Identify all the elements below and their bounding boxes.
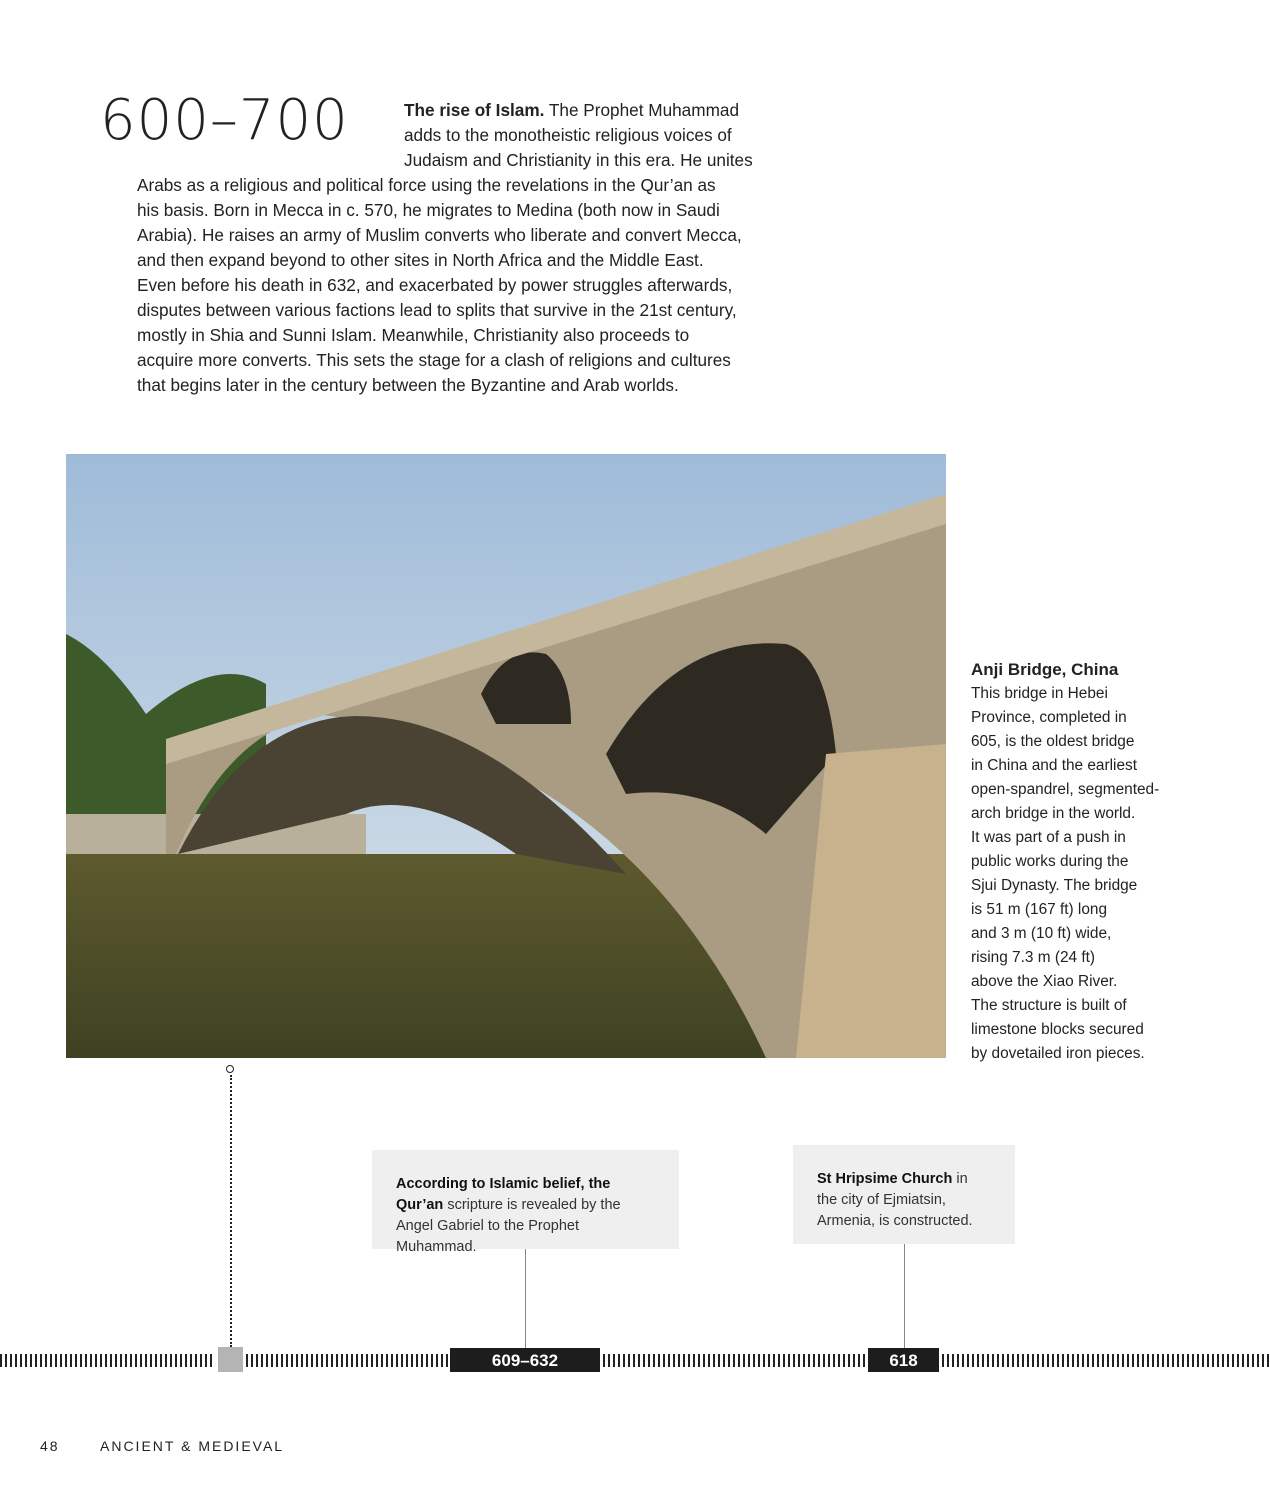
intro-line: his basis. Born in Mecca in c. 570, he migrates to Medina (both now in Saudi [137, 200, 720, 220]
caption-line: It was part of a push in [971, 829, 1126, 846]
intro-line: mostly in Shia and Sunni Islam. Meanwhile, Christianity also proceeds to [137, 325, 690, 345]
caption-line: and 3 m (10 ft) wide, [971, 925, 1112, 942]
caption-line: in China and the earliest [971, 757, 1137, 774]
caption-line: The structure is built of [971, 997, 1127, 1014]
timeline-marker [218, 1347, 243, 1372]
intro-text: The Prophet Muhammad [544, 100, 739, 120]
anji-bridge-photo [66, 454, 946, 1058]
event-box-quran [372, 1150, 679, 1255]
event-title: St Hripsime Church [817, 1171, 953, 1187]
event-connector [904, 1244, 905, 1348]
intro-line: adds to the monotheistic religious voices of [404, 125, 732, 145]
section-name: ANCIENT & MEDIEVAL [100, 1438, 285, 1454]
intro-line: and then expand beyond to other sites in North Africa and the Middle East. [137, 250, 704, 270]
event-connector [525, 1249, 526, 1348]
intro-line: Arabia). He raises an army of Muslim converts who liberate and convert Mecca, [137, 225, 742, 245]
timeline-ticks [603, 1354, 866, 1367]
intro-line: that begins later in the century between the Byzantine and Arab worlds. [137, 375, 679, 395]
photo-caption [971, 658, 1159, 1066]
page-number: 48 [40, 1438, 60, 1454]
intro-line: disputes between various factions lead to splits that survive in the 21st century, [137, 300, 737, 320]
intro-line: acquire more converts. This sets the stage for a clash of religions and cultures [137, 350, 731, 370]
timeline-ticks [942, 1354, 1270, 1367]
event-text: in the city of Ejmiatsin, Armenia, is constructed. [817, 1171, 973, 1229]
intro-line: Judaism and Christianity in this era. He unites [404, 150, 753, 170]
caption-line: 605, is the oldest bridge [971, 733, 1135, 750]
connector-circle [226, 1065, 234, 1073]
caption-line: rising 7.3 m (24 ft) [971, 949, 1096, 966]
event-text: scripture is revealed by the Angel Gabriel to the Prophet Muhammad. [396, 1197, 621, 1255]
caption-line: Province, completed in [971, 709, 1127, 726]
caption-line: public works during the [971, 853, 1129, 870]
intro-line [404, 98, 739, 123]
caption-title: Anji Bridge, China [971, 660, 1119, 679]
intro-title: The rise of Islam. [404, 100, 545, 120]
caption-line: above the Xiao River. [971, 973, 1118, 990]
caption-line: by dovetailed iron pieces. [971, 1045, 1145, 1062]
caption-line: This bridge in Hebei [971, 685, 1108, 702]
timeline-date: 609–632 [450, 1348, 600, 1372]
era-heading: 600–700 [100, 88, 349, 153]
caption-line: limestone blocks secured [971, 1021, 1144, 1038]
timeline-ticks [0, 1354, 215, 1367]
caption-line: Sjui Dynasty. The bridge [971, 877, 1138, 894]
caption-line: is 51 m (167 ft) long [971, 901, 1108, 918]
caption-line: open-spandrel, segmented- [971, 781, 1160, 798]
timeline-date: 618 [868, 1348, 939, 1372]
dotted-connector [230, 1075, 232, 1347]
event-box-church [793, 1145, 1015, 1244]
event-title: According to Islamic belief, the Qur’an [396, 1176, 611, 1213]
intro-line: Arabs as a religious and political force using the revelations in the Qur’an as [137, 175, 716, 195]
caption-line: arch bridge in the world. [971, 805, 1136, 822]
intro-line: Even before his death in 632, and exacerbated by power struggles afterwards, [137, 275, 733, 295]
timeline-ticks [246, 1354, 448, 1367]
